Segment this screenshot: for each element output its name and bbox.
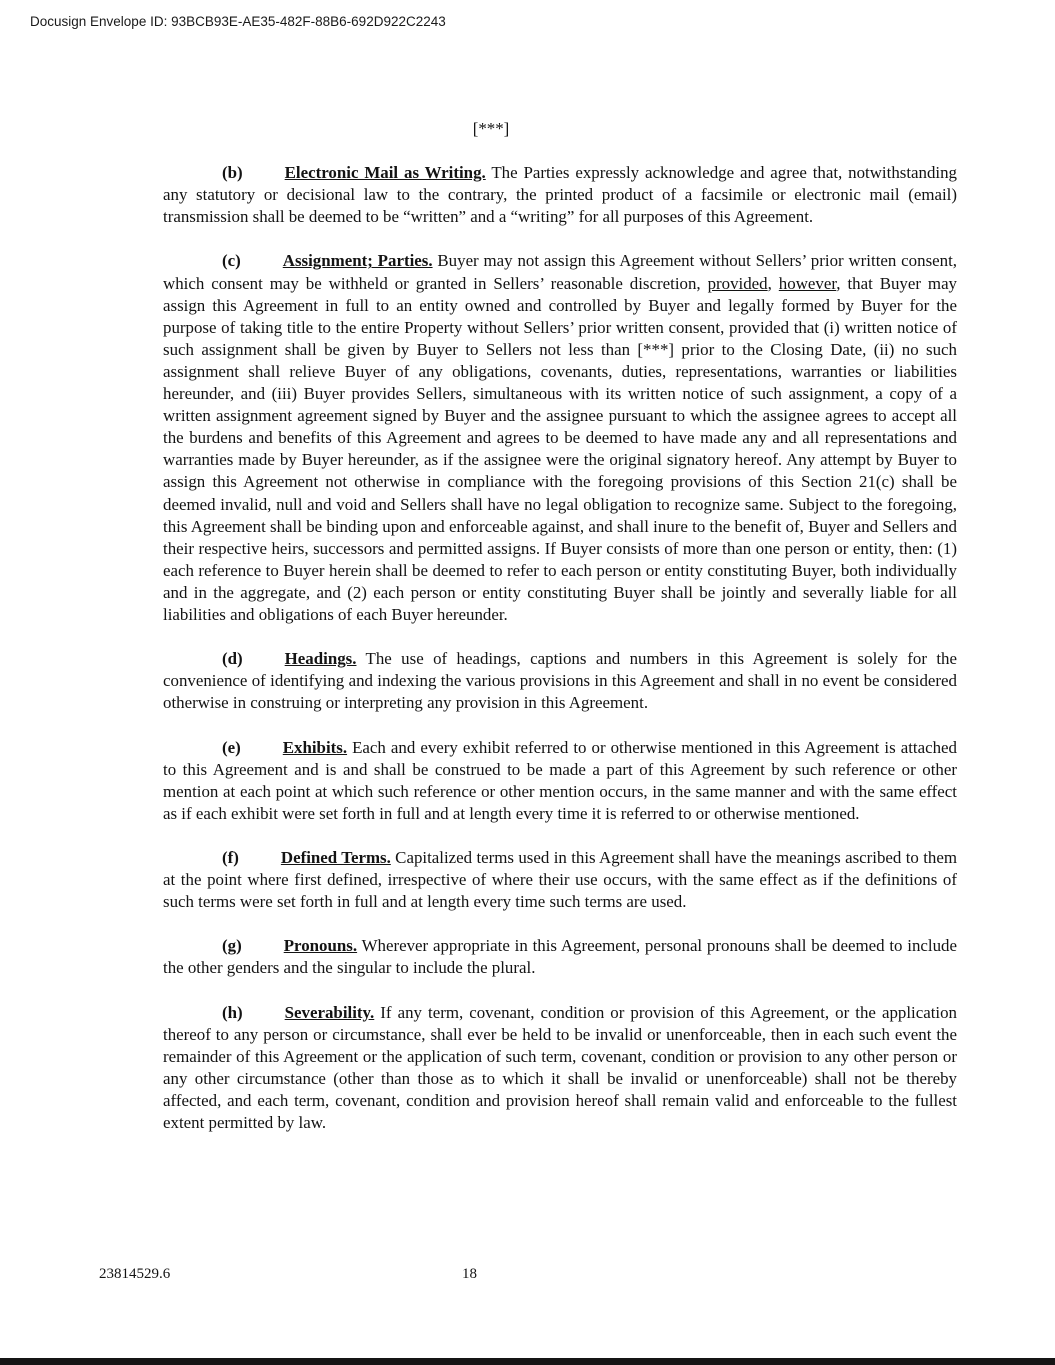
paragraph-heading: Electronic Mail as Writing. (284, 163, 486, 183)
paragraph-label: (c) (222, 251, 241, 271)
body-text: If any term, covenant, condition or provision of this Agreement, or the application thereof to any person or circumstance, shall ever be held to be invalid or unenforceable, then in each such event the remainder of this Agreement or the application of such term, covenant, condition or provision to any other person or any other circumstance (other than those as to which it shall be invalid or unenforceable) shall not be thereby affected, and each term, covenant, condition and provision hereof shall remain valid and enforceable to the fullest extent permitted by law. (163, 1002, 957, 1133)
contract-paragraph-c (163, 250, 957, 626)
paragraph-label: (b) (222, 163, 243, 183)
contract-paragraph-d (163, 648, 957, 714)
body-text: Wherever appropriate in this Agreement, personal pronouns shall be deemed to include the other genders and the singular to include the plural. (163, 936, 957, 978)
contract-paragraph-b (163, 162, 957, 228)
footer-document-number: 23814529.6 (99, 1266, 171, 1282)
redaction-mark: [***] (472, 119, 510, 138)
page-bottom-edge (0, 1358, 1055, 1365)
body-text: , that Buyer may assign this Agreement in full to an entity owned and controlled by Buyer and legally formed by Buyer for the purpose of taking title to the entire Property without Sellers’ prior written consent, provided that (i) written notice of such assignment shall be given by Buyer to Sellers not less than [***] prior to the Closing Date, (ii) no such assignment shall relieve Buyer of any obligations, covenants, duties, representations, warranties or liabilities hereunder, and (iii) Buyer provides Sellers, simultaneous with its written notice of such assignment, a copy of a written assignment agreement signed by Buyer and the assignee pursuant to which the assignee agrees to accept all the burdens and benefits of this Agreement and agrees to be deemed to have made any and all representations and warranties made by Buyer hereunder, as if the assignee were the original signatory hereof. Any attempt by Buyer to assign this Agreement not otherwise in compliance with the foregoing provisions of this Section 21(c) shall be deemed invalid, null and void and Sellers shall have no legal obligation to recognize same. Subject to the foregoing, this Agreement shall be binding upon and enforceable against, and shall inure to the benefit of, Buyer and Sellers and their respective heirs, successors and permitted assigns. If Buyer consists of more than one person or entity, then: (1) each reference to Buyer herein shall be deemed to refer to each person or entity constituting Buyer, both individually and in the aggregate, and (2) each person or entity constituting Buyer shall be jointly and severally liable for all liabilities and obligations of each Buyer hereunder. (163, 273, 958, 624)
underlined-term: however (778, 273, 837, 293)
contract-paragraph-f (163, 847, 957, 913)
contract-paragraph-e (163, 737, 957, 825)
paragraph-label: (h) (222, 1002, 243, 1022)
body-text: , (767, 273, 779, 293)
paragraph-heading: Headings. (284, 649, 357, 669)
contract-paragraph-h (163, 1002, 957, 1135)
contract-paragraph-g (163, 935, 957, 979)
body-text: The Parties expressly acknowledge and agree that, notwithstanding any statutory or decisional law to the contrary, the printed product of a facsimile or electronic mail (email) transmission shall be deemed to be “written” and a “writing” for all purposes of this Agreement. (163, 163, 957, 227)
paragraph-heading: Severability. (284, 1002, 375, 1022)
underlined-term: provided (707, 273, 768, 293)
paragraph-heading: Pronouns. (283, 936, 358, 956)
paragraphs (163, 162, 957, 1134)
body-text: Capitalized terms used in this Agreement shall have the meanings ascribed to them at the point where first defined, irrespective of where their use occurs, with the same effect as if the definitions of such terms were set forth in full and at length every time such terms are used. (163, 848, 957, 912)
paragraph-heading: Exhibits. (282, 737, 348, 757)
footer-page-number: 18 (462, 1266, 477, 1282)
body-text: Buyer may not assign this Agreement without Sellers’ prior written consent, which consent may be withheld or granted in Sellers’ reasonable discretion, (163, 251, 957, 293)
paragraph-label: (d) (222, 649, 243, 669)
docusign-envelope-id: Docusign Envelope ID: 93BCB93E-AE35-482F-88B6-692D922C2243 (30, 14, 446, 29)
paragraph-label: (g) (222, 936, 242, 956)
body-text: Each and every exhibit referred to or otherwise mentioned in this Agreement is attached to this Agreement and is and shall be construed to be made a part of this Agreement by such reference or other mention at each point at which such reference or other mention occurs, in the same manner and with the same effect as if each exhibit were set forth in full and at length every time it is referred to or otherwise mentioned. (163, 737, 957, 823)
paragraph-label: (e) (222, 737, 241, 757)
paragraph-label: (f) (222, 848, 239, 867)
body-text: The use of headings, captions and numbers in this Agreement is solely for the convenience of identifying and indexing the various provisions in this Agreement and shall in no event be considered otherwise in construing or interpreting any provision in this Agreement. (163, 649, 957, 713)
document-body (163, 0, 957, 1156)
paragraph-heading: Defined Terms. (280, 848, 391, 867)
paragraph-heading: Assignment; Parties. (282, 251, 433, 271)
